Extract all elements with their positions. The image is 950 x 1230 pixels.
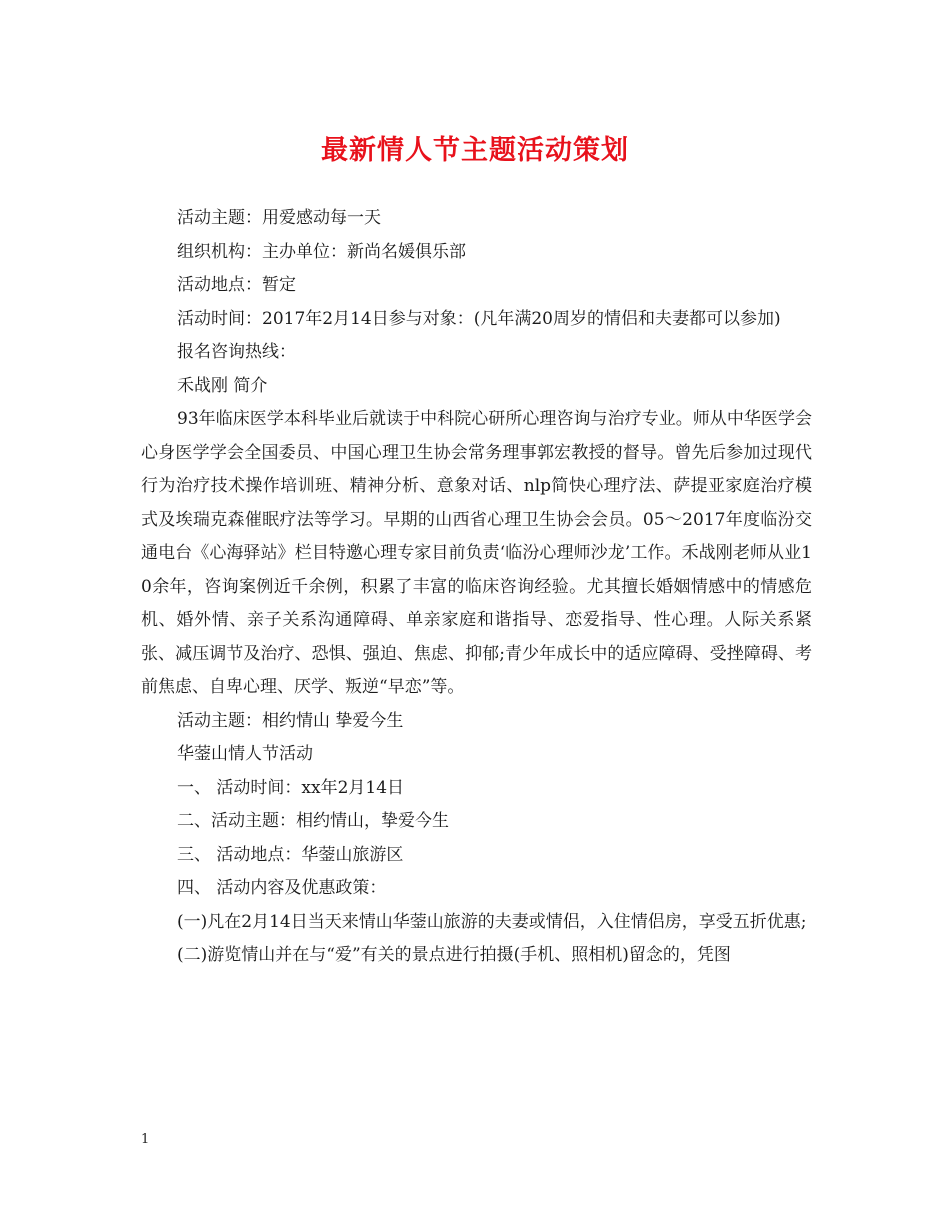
paragraph-section-4: 四、 活动内容及优惠政策： xyxy=(177,878,387,898)
paragraph-offer-2: (二)游览情山并在与“爱”有关的景点进行拍摄(手机、照相机)留念的，凭图 xyxy=(177,945,731,965)
paragraph-section-2: 二、活动主题：相约情山，挚爱今生 xyxy=(177,811,449,831)
paragraph-theme-2: 活动主题：相约情山 挚爱今生 xyxy=(177,710,404,731)
document-body xyxy=(141,202,812,973)
paragraph-activity-theme: 活动主题：用爱感动每一天 xyxy=(177,208,381,228)
page-number: 1 xyxy=(141,1132,150,1147)
paragraph-section-3: 三、 活动地点：华蓥山旅游区 xyxy=(177,844,404,865)
paragraph-section-1: 一、 活动时间：xx年2月14日 xyxy=(177,777,405,798)
paragraph-offer-1: (一)凡在2月14日当天来情山华蓥山旅游的夫妻或情侣，入住情侣房，享受五折优惠; xyxy=(177,911,807,932)
paragraph-organizer: 组织机构：主办单位：新尚名媛俱乐部 xyxy=(177,241,466,262)
paragraph-bio: 93年临床医学本科毕业后就读于中科院心研所心理咨询与治疗专业。师从中华医学会心身医学学会全国委员、中国心理卫生协会常务理事郭宏教授的督导。曾先后参加过现代行为治疗技术操作培训班、精神分析、意象对话、nlp简快心理疗法、萨提亚家庭治疗模式及埃瑞克森催眠疗法等学习。早期的山西省心理卫生协会会员。05～2017年度临汾交通电台《心海驿站》栏目特邀心理专家目前负责‘临汾心理师沙龙’工作。禾战刚老师从业10余年，咨询案例近千余例，积累了丰富的临床咨询经验。尤其擅长婚姻情感中的情感危机、婚外情、亲子关系沟通障碍、单亲家庭和谐指导、恋爱指导、性心理。人际关系紧张、减压调节及治疗、恐惧、强迫、焦虑、抑郁;青少年成长中的适应障碍、受挫障碍、考前焦虑、自卑心理、厌学、叛逆“早恋”等。 xyxy=(141,409,812,697)
paragraph-event-name: 华蓥山情人节活动 xyxy=(177,744,313,764)
paragraph-hotline: 报名咨询热线： xyxy=(177,342,296,362)
paragraph-bio-heading: 禾战刚 简介 xyxy=(177,375,268,396)
paragraph-time-audience: 活动时间：2017年2月14日参与对象：(凡年满20周岁的情侣和夫妻都可以参加) xyxy=(177,308,781,329)
document-title: 最新情人节主题活动策划 xyxy=(321,135,629,166)
paragraph-location: 活动地点：暂定 xyxy=(177,275,296,295)
